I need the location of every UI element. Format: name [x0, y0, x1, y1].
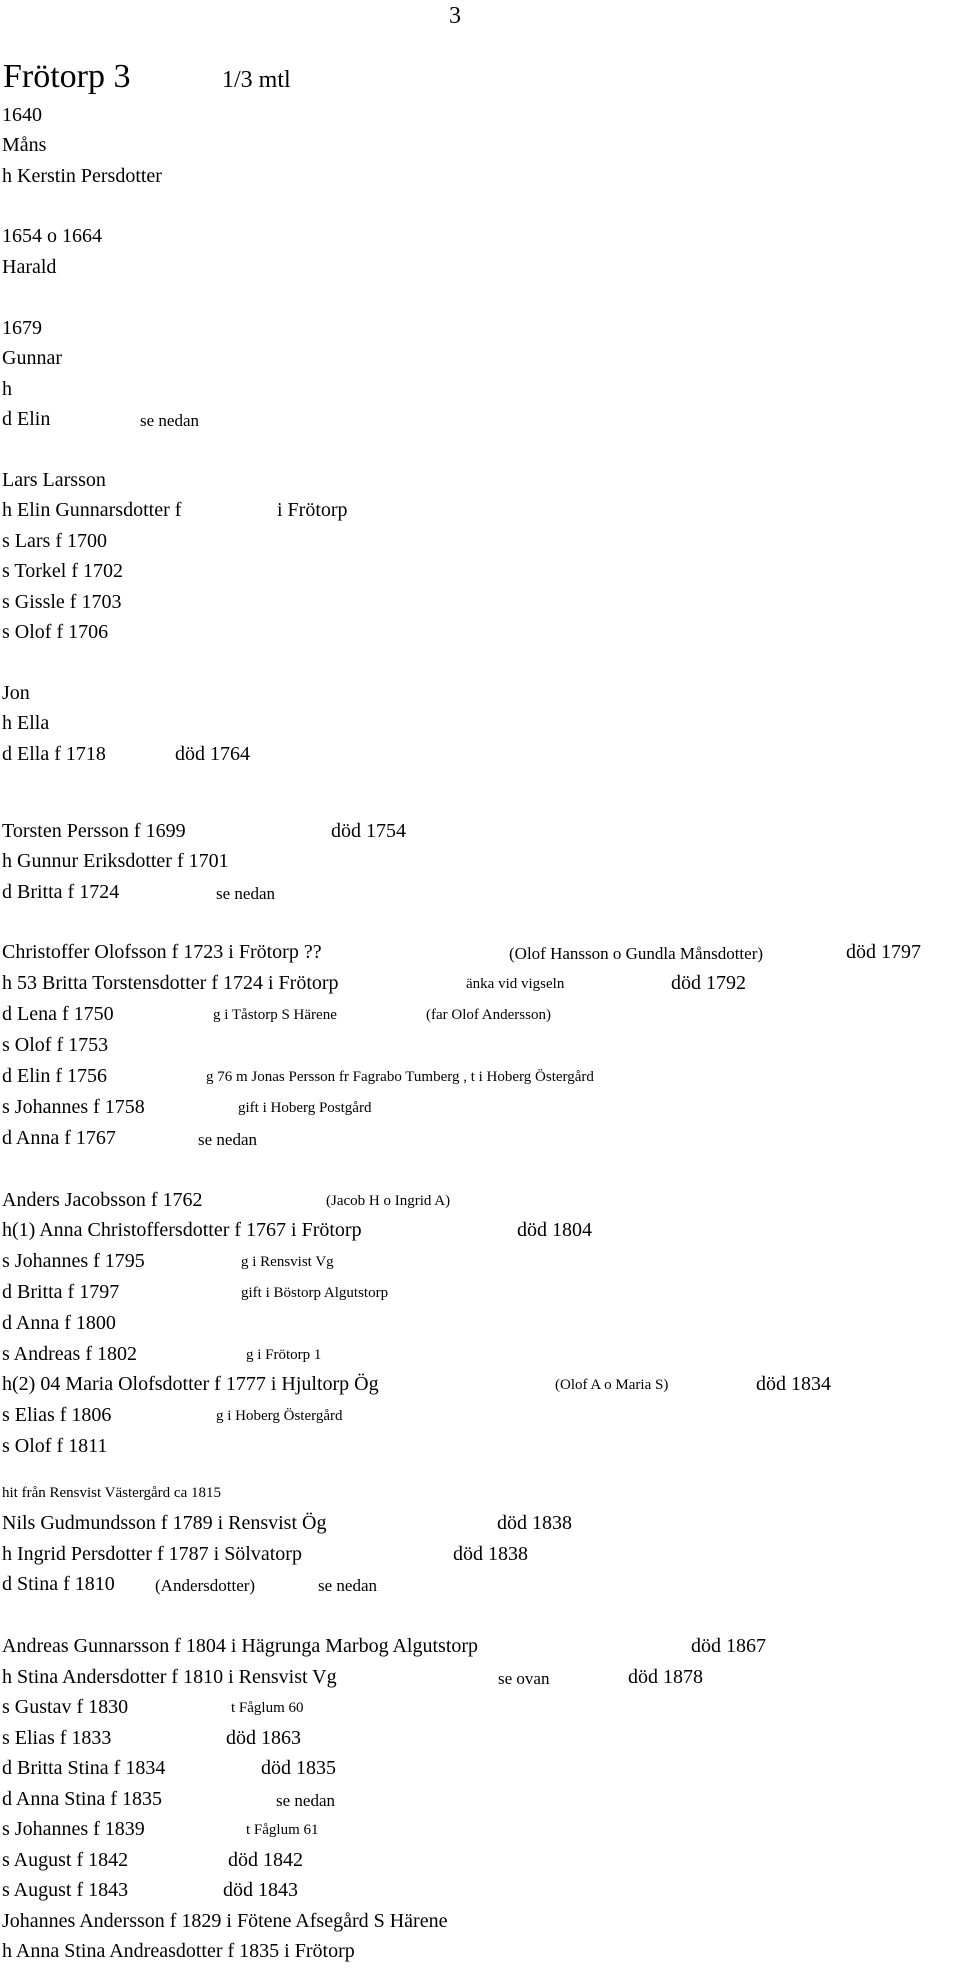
note: se nedan — [276, 1791, 336, 1810]
note: se ovan — [498, 1669, 550, 1688]
name-line: Måns — [2, 134, 47, 156]
death: död 1867 — [691, 1635, 766, 1657]
death: död 1838 — [497, 1512, 572, 1534]
name-line: d Stina f 1810 — [2, 1573, 115, 1595]
parents: (Jacob H o Ingrid A) — [326, 1193, 451, 1209]
death: död 1842 — [228, 1849, 303, 1871]
name-line: d Elin f 1756 — [2, 1065, 107, 1087]
note: g i Hoberg Östergård — [216, 1408, 343, 1424]
note: gift i Böstorp Algutstorp — [241, 1285, 389, 1301]
mantal-label: 1/3 mtl — [222, 67, 291, 93]
name-line: s Olof f 1706 — [2, 621, 109, 643]
death: död 1804 — [517, 1219, 592, 1241]
name-line: d Lena f 1750 — [2, 1003, 114, 1025]
name-line: d Elin — [2, 408, 51, 430]
parents: (Olof A o Maria S) — [555, 1377, 669, 1393]
note: (far Olof Andersson) — [426, 1007, 551, 1023]
name-line: h Ingrid Persdotter f 1787 i Sölvatorp — [2, 1543, 302, 1565]
death: död 1797 — [846, 941, 921, 963]
name-line: s August f 1842 — [2, 1849, 129, 1871]
note: g i Tåstorp S Härene — [213, 1007, 337, 1023]
parents: (Olof Hansson o Gundla Månsdotter) — [509, 944, 764, 963]
name-line: s Elias f 1806 — [2, 1404, 112, 1426]
page-title: Frötorp 3 — [3, 58, 131, 95]
death: död 1838 — [453, 1543, 528, 1565]
death: död 1843 — [223, 1879, 298, 1901]
place: i Frötorp — [277, 499, 348, 521]
death: död 1792 — [671, 972, 746, 994]
name-line: d Britta f 1724 — [2, 881, 120, 903]
name-line: h Gunnur Eriksdotter f 1701 — [2, 850, 229, 872]
name-line: Gunnar — [2, 347, 62, 369]
note: se nedan — [198, 1130, 258, 1149]
note: hit från Rensvist Västergård ca 1815 — [2, 1485, 221, 1501]
name-line: s Torkel f 1702 — [2, 560, 123, 582]
name-line: Andreas Gunnarsson f 1804 i Hägrunga Marbog Algutstorp — [2, 1635, 479, 1657]
name-line: d Britta Stina f 1834 — [2, 1757, 166, 1779]
note: se nedan — [140, 411, 200, 430]
name-line: Anders Jacobsson f 1762 — [2, 1189, 203, 1211]
name-line: s Gustav f 1830 — [2, 1696, 129, 1718]
name-line: Harald — [2, 256, 57, 278]
name-line: s Gissle f 1703 — [2, 591, 122, 613]
name-line: Jon — [2, 682, 30, 704]
name-line: Torsten Persson f 1699 — [2, 820, 186, 842]
name-line: h Kerstin Persdotter — [2, 165, 162, 187]
name-line: h Ella — [2, 712, 50, 734]
name-line: h — [2, 378, 12, 400]
note: t Fåglum 60 — [231, 1700, 304, 1716]
parents: (Andersdotter) — [155, 1576, 256, 1595]
page-number: 3 — [449, 3, 461, 29]
name-line: h(1) Anna Christoffersdotter f 1767 i Frötorp — [2, 1219, 362, 1241]
name-line: s Lars f 1700 — [2, 530, 107, 552]
name-line: s August f 1843 — [2, 1879, 129, 1901]
year-line: 1654 o 1664 — [2, 225, 102, 247]
name-line: h(2) 04 Maria Olofsdotter f 1777 i Hjultorp Ög — [2, 1373, 379, 1395]
name-line: h Stina Andersdotter f 1810 i Rensvist Vg — [2, 1666, 337, 1688]
name-line: h Elin Gunnarsdotter f — [2, 499, 182, 521]
note: t Fåglum 61 — [246, 1822, 319, 1838]
name-line: s Olof f 1753 — [2, 1034, 109, 1056]
name-line: s Johannes f 1758 — [2, 1096, 145, 1118]
name-line: h 53 Britta Torstensdotter f 1724 i Frötorp — [2, 972, 339, 994]
name-line: s Johannes f 1795 — [2, 1250, 145, 1272]
name-line: s Elias f 1833 — [2, 1727, 112, 1749]
note: g i Rensvist Vg — [241, 1254, 334, 1270]
year-line: 1640 — [2, 104, 42, 126]
death: död 1835 — [261, 1757, 336, 1779]
name-line: d Anna Stina f 1835 — [2, 1788, 162, 1810]
name-line: s Andreas f 1802 — [2, 1343, 137, 1365]
death: död 1863 — [226, 1727, 301, 1749]
name-line: h Anna Stina Andreasdotter f 1835 i Frötorp — [2, 1940, 355, 1962]
note: gift i Hoberg Postgård — [238, 1100, 372, 1116]
year-line: 1679 — [2, 317, 42, 339]
death: död 1878 — [628, 1666, 703, 1688]
name-line: d Ella f 1718 — [2, 743, 106, 765]
name-line: d Anna f 1767 — [2, 1127, 116, 1149]
name-line: d Britta f 1797 — [2, 1281, 120, 1303]
name-line: d Anna f 1800 — [2, 1312, 116, 1334]
death: död 1834 — [756, 1373, 831, 1395]
note: g i Frötorp 1 — [246, 1347, 322, 1363]
note: se nedan — [216, 884, 276, 903]
note: se nedan — [318, 1576, 378, 1595]
death: död 1764 — [175, 743, 250, 765]
name-line: s Olof f 1811 — [2, 1435, 108, 1457]
name-line: s Johannes f 1839 — [2, 1818, 145, 1840]
note: änka vid vigseln — [466, 976, 565, 992]
name-line: Nils Gudmundsson f 1789 i Rensvist Ög — [2, 1512, 327, 1534]
name-line: Lars Larsson — [2, 469, 106, 491]
note: g 76 m Jonas Persson fr Fagrabo Tumberg , t i Hoberg Östergård — [206, 1069, 594, 1085]
name-line: Johannes Andersson f 1829 i Fötene Afsegård S Härene — [2, 1910, 448, 1932]
name-line: Christoffer Olofsson f 1723 i Frötorp ?? — [2, 941, 322, 963]
death: död 1754 — [331, 820, 406, 842]
